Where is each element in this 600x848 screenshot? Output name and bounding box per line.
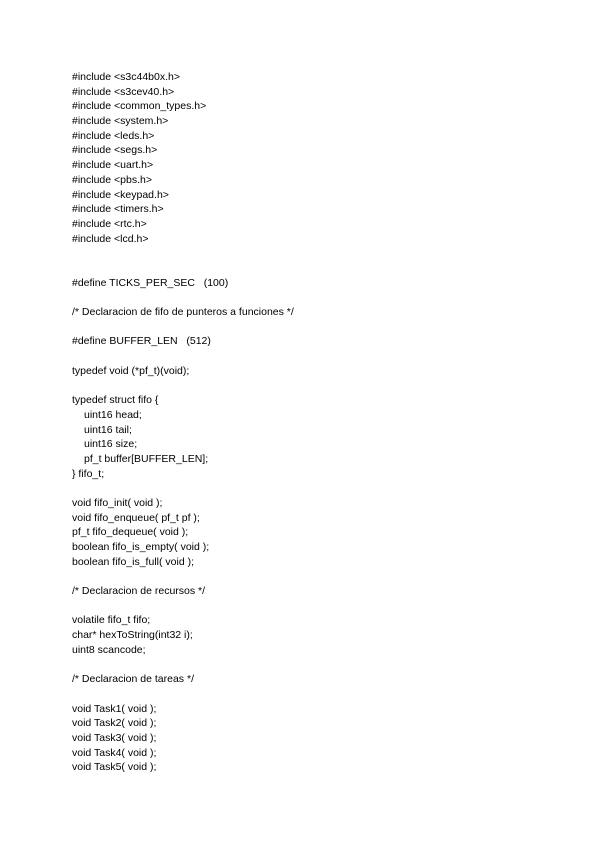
include-line: #include <s3cev40.h> — [72, 85, 175, 98]
comment-recursos: /* Declaracion de recursos */ — [72, 585, 206, 598]
recurso-line: volatile fifo_t fifo; — [72, 614, 151, 627]
include-line: #include <segs.h> — [72, 144, 158, 157]
struct-field: pf_t buffer[BUFFER_LEN]; — [84, 452, 209, 465]
fifo-prototype: boolean fifo_is_empty( void ); — [72, 541, 210, 554]
include-line: #include <lcd.h> — [72, 232, 149, 245]
include-line: #include <timers.h> — [72, 203, 164, 216]
include-line: #include <s3c44b0x.h> — [72, 71, 180, 83]
task-prototype: void Task4( void ); — [72, 746, 157, 759]
fifo-prototype: void fifo_enqueue( pf_t pf ); — [72, 511, 200, 524]
define-ticks: #define TICKS_PER_SEC (100) — [72, 276, 229, 289]
define-buffer: #define BUFFER_LEN (512) — [72, 335, 211, 348]
comment-fifo: /* Declaracion de fifo de punteros a funciones */ — [72, 306, 294, 319]
include-line: #include <common_types.h> — [72, 100, 207, 113]
include-line: #include <pbs.h> — [72, 173, 152, 186]
task-prototype: void Task2( void ); — [72, 717, 157, 730]
task-prototype: void Task1( void ); — [72, 702, 157, 715]
comment-tareas: /* Declaracion de tareas */ — [72, 673, 194, 686]
include-line: #include <system.h> — [72, 115, 169, 128]
struct-close: } fifo_t; — [72, 467, 105, 480]
task-prototype: void Task3( void ); — [72, 731, 157, 744]
struct-field: uint16 tail; — [84, 423, 132, 436]
fifo-prototype: void fifo_init( void ); — [72, 496, 163, 509]
typedef-pf: typedef void (*pf_t)(void); — [72, 364, 190, 377]
recurso-line: uint8 scancode; — [72, 643, 146, 656]
include-line: #include <leds.h> — [72, 129, 155, 142]
fifo-prototype: pf_t fifo_dequeue( void ); — [72, 526, 189, 539]
struct-field: uint16 size; — [84, 438, 138, 451]
include-line: #include <uart.h> — [72, 159, 154, 172]
include-line: #include <rtc.h> — [72, 217, 147, 230]
include-line: #include <keypad.h> — [72, 188, 169, 201]
struct-open: typedef struct fifo { — [72, 394, 159, 407]
struct-field: uint16 head; — [84, 408, 142, 421]
recurso-line: char* hexToString(int32 i); — [72, 629, 193, 642]
task-prototype: void Task5( void ); — [72, 761, 157, 774]
source-code — [72, 70, 294, 775]
fifo-prototype: boolean fifo_is_full( void ); — [72, 555, 194, 568]
